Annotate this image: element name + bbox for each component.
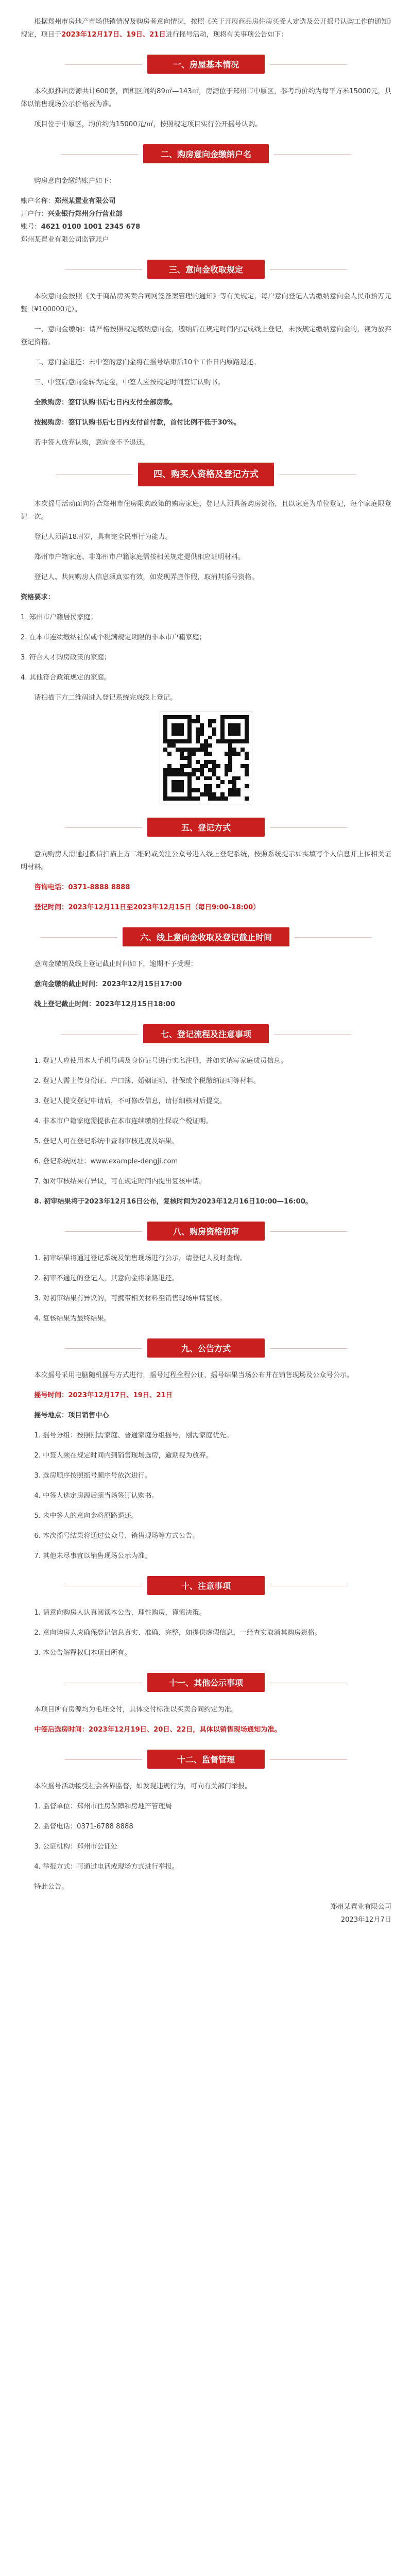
s5-time: 登记时间：2023年12月11日至2023年12月15日（每日9:00-18:00） [34,904,260,911]
s8-paragraph: 3. 对初审结果有异议的，可携带相关材料至销售现场申请复核。 [34,1295,227,1302]
section-heading-10: 十、注意事项 [21,1576,391,1595]
section-heading-7: 七、登记流程及注意事项 [21,1024,391,1043]
s7-paragraph: 2. 登记人需上传身份证、户口簿、婚姻证明、社保或个税缴纳证明等材料。 [34,1077,261,1085]
section-heading-3: 三、意向金收取规定 [21,260,391,279]
s9-paragraph: 1. 摇号分组：按照刚需家庭、普通家庭分组摇号，刚需家庭优先。 [34,1432,233,1439]
s8-paragraph: 1. 初审结果将通过登记系统及销售现场进行公示，请登记人及时查询。 [34,1255,247,1262]
s7-paragraph: 3. 登记人提交登记申请后，不可修改信息，请仔细核对后提交。 [34,1097,227,1105]
issuer-org: 郑州某置业有限公司 [330,1903,391,1911]
s3-paragraph: 一、意向金缴纳：请严格按照规定缴纳意向金，缴纳后在规定时间内完成线上登记，未按规定缴纳意向金的，视为放弃登记资格。 [21,326,391,346]
issue-date: 2023年12月7日 [340,1916,391,1924]
account-info: 账户名称：郑州某置业有限公司 开户行：兴业银行郑州分行营业部 账号：4621 0100 1001 2345 678 郑州某置业有限公司监管账户 [21,195,391,246]
s11-paragraph: 本项目所有房源均为毛坯交付，具体交付标准以买卖合同约定为准。 [34,1706,238,1714]
s5-paragraph: 意向购房人需通过微信扫描上方二维码或关注公众号进入线上登记系统，按照系统提示如实填写个人信息并上传相关证明材料。 [21,851,391,871]
s9-paragraph: 7. 其他未尽事宜以销售现场公示为准。 [34,1552,152,1560]
section-heading-5: 五、登记方式 [21,818,391,837]
section-heading-12: 十二、监督管理 [21,1750,391,1769]
s4-paragraph: 登记人、共同购房人信息须真实有效，如发现弄虚作假，取消其摇号资格。 [34,573,259,581]
s4-paragraph: 郑州市户籍家庭、非郑州市户籍家庭需按相关规定提供相应证明材料。 [34,553,245,561]
s1-paragraph: 本次拟推出房源共计600套，面积区间约89㎡—143㎡，房源位于郑州市中原区，参考均价约为每平方米15000元，具体以销售现场公示价格表为准。 [21,88,391,108]
account-extra: 郑州某置业有限公司监管账户 [21,236,109,244]
s8-paragraph: 4. 复核结果为最终结果。 [34,1315,111,1323]
s4-paragraph: 请扫描下方二维码进入登记系统完成线上登记。 [34,694,177,702]
s7-paragraph: 1. 登记人应使用本人手机号码及身份证号进行实名注册，并如实填写家庭成员信息。 [34,1057,287,1065]
s7-paragraph: 7. 如对审核结果有异议，可在规定时间内提出复核申请。 [34,1178,206,1185]
s9-paragraph: 本次摇号采用电脑随机摇号方式进行，摇号过程全程公证，摇号结果当场公布并在销售现场及公众号公示。 [34,1371,354,1379]
s7-paragraph: 5. 登记人可在登记系统中查询审核进度及结果。 [34,1138,179,1145]
s10-paragraph: 3. 本公告解释权归本项目所有。 [34,1649,131,1657]
s5-phone: 咨询电话：0371-8888 8888 [34,884,130,891]
section-heading-9: 九、公告方式 [21,1338,391,1358]
s10-paragraph: 2. 意向购房人应确保登记信息真实、准确、完整，如提供虚假信息，一经查实取消其购房资格。 [34,1629,321,1637]
s12-paragraph: 3. 公证机构：郑州市公证处 [34,1843,118,1851]
account-name: 郑州某置业有限公司 [54,197,116,205]
s3-paragraph: 按揭购房：签订认购书后七日内支付首付款，首付比例不低于30%。 [34,419,241,427]
section-heading-8: 八、购房资格初审 [21,1222,391,1241]
s12-paragraph: 2. 监督电话：0371-6788 8888 [34,1823,133,1831]
s4-list-title: 资格要求： [21,594,55,601]
account-number: 4621 0100 1001 2345 678 [41,223,141,231]
s7-paragraph: 6. 登记系统网址：www.example-dengji.com [34,1158,178,1165]
s12-paragraph: 特此公告。 [34,1883,68,1891]
s3-paragraph: 二、意向金退还：未中签的意向金将在摇号结束后10个工作日内原路退还。 [34,359,261,366]
s4-paragraph: 本次摇号活动面向符合郑州市住房限购政策的购房家庭，登记人须具备购房资格，且以家庭为单位登记，每个家庭限登记一次。 [21,500,391,521]
s12-paragraph: 本次摇号活动接受社会各界监督，如发现违规行为，可向有关部门举报。 [34,1783,252,1790]
s9-paragraph: 4. 中签人选定房源后须当场签订认购书。 [34,1492,159,1500]
list-item: 1. 郑州市户籍居民家庭； [21,614,97,621]
s3-paragraph: 三、中签后意向金转为定金，中签人应按规定时间签订认购书。 [34,379,225,386]
s6-deadline: 意向金缴纳截止时间：2023年12月15日17:00 [34,980,182,988]
s9-paragraph: 6. 本次摇号结果将通过公众号、销售现场等方式公告。 [34,1532,199,1540]
list-item: 2. 在本市连续缴纳社保或个税满规定期限的非本市户籍家庭； [21,634,206,641]
intro-paragraph: 根据郑州市房地产市场供销情况及购房者意向情况，按照《关于开展商品房住房买受人定选及公开摇号认购工作的通知》规定，项目于2023年12月17日、19日、21日进行摇号活动，现将有关事项公告如下： [21,18,391,39]
intro-highlight: 2023年12月17日、19日、21日 [61,31,166,39]
s11-paragraph: 中签后选房时间：2023年12月19日、20日、22日，具体以销售现场通知为准。 [34,1726,281,1734]
s1-paragraph: 项目位于中原区，均价约为15000元/㎡，按照规定项目实行公开摇号认购。 [34,121,262,128]
bank-name: 兴业银行郑州分行营业部 [47,210,123,218]
s2-paragraph: 购房意向金缴纳账户如下： [34,177,116,185]
s12-paragraph: 1. 监督单位：郑州市住房保障和房地产管理局 [34,1803,172,1810]
s7-paragraph: 8. 初审结果将于2023年12月16日公布，复核时间为2023年12月16日10:00—16:00。 [34,1198,313,1206]
s8-paragraph: 2. 初审不通过的登记人，其意向金将原路退还。 [34,1275,179,1282]
s12-paragraph: 4. 举报方式：可通过电话或现场方式进行举报。 [34,1863,179,1871]
s9-paragraph: 5. 未中签人的意向金将原路退还。 [34,1512,138,1520]
signature-block [21,1901,391,1926]
section-heading-2: 二、购房意向金缴纳户名 [21,144,391,163]
section-heading-1: 一、房屋基本情况 [21,55,391,74]
list-item: 3. 符合人才购房政策的家庭； [21,654,111,662]
s9-location: 摇号地点：项目销售中心 [34,1412,109,1419]
s6-paragraph: 意向金缴纳及线上登记截止时间如下，逾期不予受理： [34,960,197,968]
s7-paragraph: 4. 非本市户籍家庭需提供在本市连续缴纳社保或个税证明。 [34,1117,213,1125]
s6-deadline: 线上登记截止时间：2023年12月15日18:00 [34,1001,176,1008]
s3-paragraph: 全款购房：签订认购书后七日内支付全部房款。 [34,399,177,406]
s9-paragraph: 2. 中签人须在规定时间内到销售现场选房，逾期视为放弃。 [34,1452,213,1460]
s9-paragraph: 3. 选房顺序按照摇号顺序号依次进行。 [34,1472,152,1480]
section-heading-4: 四、购买人资格及登记方式 [21,463,391,486]
section-heading-6: 六、线上意向金收取及登记截止时间 [21,927,391,946]
section-heading-11: 十一、其他公示事项 [21,1673,391,1692]
s3-paragraph: 若中签人放弃认购，意向金不予退还。 [34,439,150,447]
qr-code-wrapper [21,711,391,804]
s9-time: 摇号时间：2023年12月17日、19日、21日 [34,1392,173,1399]
s3-paragraph: 本次意向金按照《关于商品房买卖合同网签备案管理的通知》等有关规定，每户意向登记人需缴纳意向金人民币拾万元整（¥100000元）。 [21,293,391,313]
s4-paragraph: 登记人须满18周岁，具有完全民事行为能力。 [34,533,172,541]
s10-paragraph: 1. 请意向购房人认真阅读本公告，理性购房，谨慎决策。 [34,1609,206,1617]
list-item: 4. 其他符合政策规定的家庭。 [21,674,111,682]
registration-qr-code[interactable] [160,711,252,804]
